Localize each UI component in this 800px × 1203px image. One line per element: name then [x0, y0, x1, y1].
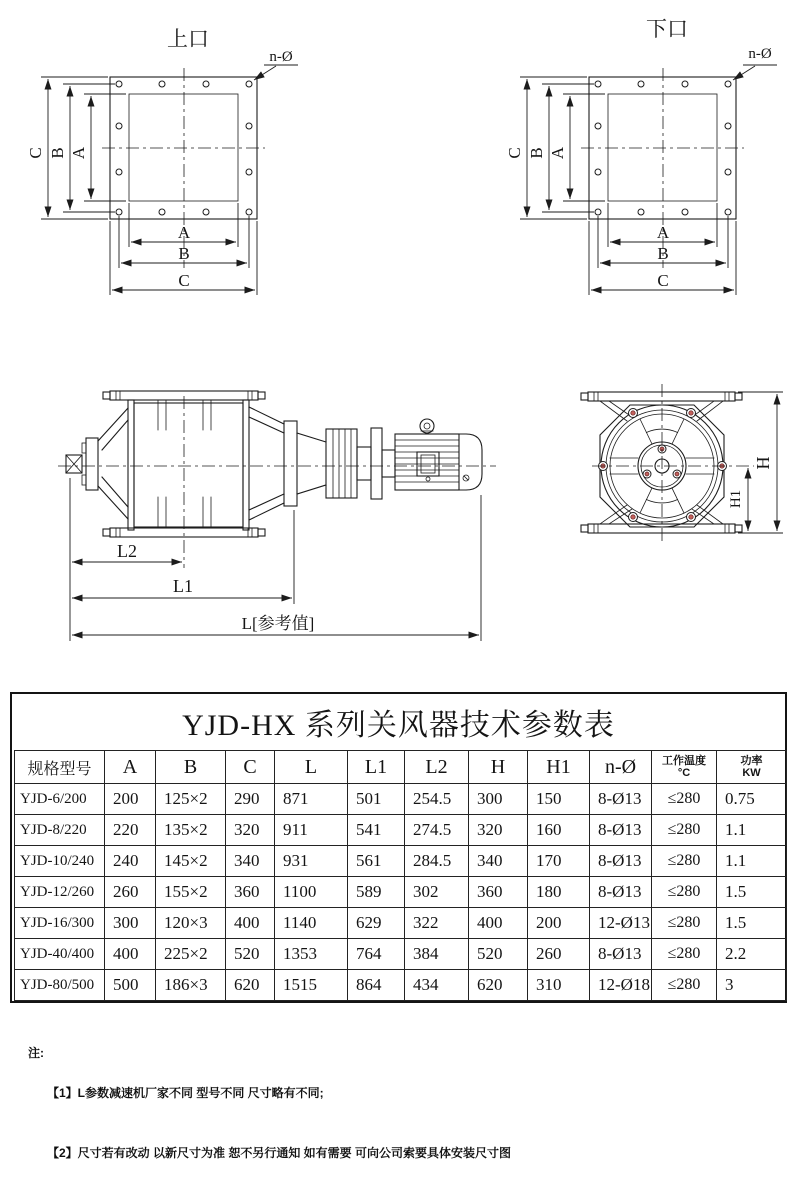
table-row [15, 815, 787, 846]
table-cell: 200 [528, 908, 590, 939]
table-cell: 1.1 [717, 846, 787, 877]
table-cell: 0.75 [717, 784, 787, 815]
note-line: 【2】尺寸若有改动 以新尺寸为准 恕不另行通知 如有需要 可向公司索要具体安装尺寸图 [47, 1146, 512, 1160]
table-cell: 155×2 [156, 877, 226, 908]
table-cell: 400 [226, 908, 275, 939]
col-header-c: C [226, 751, 275, 784]
table-cell: 290 [226, 784, 275, 815]
table-cell: 170 [528, 846, 590, 877]
table-cell: 310 [528, 970, 590, 1001]
table-cell: 520 [226, 939, 275, 970]
motor [395, 419, 482, 490]
table-cell: 434 [405, 970, 469, 1001]
table-title: YJD-HX 系列关风器技术参数表 [182, 709, 615, 742]
col-header-h: H [469, 751, 528, 784]
table-cell: 400 [105, 939, 156, 970]
table-cell: 225×2 [156, 939, 226, 970]
col-header-l: L [275, 751, 348, 784]
table-cell: 629 [348, 908, 405, 939]
spec-table-frame [10, 692, 787, 1003]
table-cell: 911 [275, 815, 348, 846]
lower-dim-label-b-bottom: B [657, 244, 669, 263]
col-header-h1: H1 [528, 751, 590, 784]
upper-dim-label-a: A [69, 146, 88, 160]
table-cell: 589 [348, 877, 405, 908]
table-cell: 120×3 [156, 908, 226, 939]
col-header-l2: L2 [405, 751, 469, 784]
table-cell: 340 [469, 846, 528, 877]
col-header-model: 规格型号 [15, 751, 105, 784]
table-cell: 3 [717, 970, 787, 1001]
table-cell: 300 [105, 908, 156, 939]
table-cell: 8-Ø13 [590, 815, 652, 846]
table-cell: 1.5 [717, 877, 787, 908]
table-row [15, 970, 787, 1001]
table-cell: 400 [469, 908, 528, 939]
upper-dim-label-b-bottom: B [178, 244, 190, 263]
upper-hole-callout: n-Ø [269, 49, 293, 65]
table-cell: ≤280 [652, 846, 717, 877]
lower-dim-label-a-bottom: A [656, 223, 670, 242]
table-cell: 302 [405, 877, 469, 908]
table-row [15, 908, 787, 939]
col-header-power: 功率 KW [717, 751, 787, 784]
table-cell: YJD-80/500 [15, 970, 105, 1001]
col-header-n-holes: n-Ø [590, 751, 652, 784]
end-view [581, 384, 783, 541]
table-cell: 200 [105, 784, 156, 815]
table-cell: 8-Ø13 [590, 784, 652, 815]
spec-table [14, 750, 787, 1001]
table-cell: 322 [405, 908, 469, 939]
table-cell: 541 [348, 815, 405, 846]
table-cell: 284.5 [405, 846, 469, 877]
table-cell: ≤280 [652, 970, 717, 1001]
dim-label-l2: L2 [117, 541, 137, 561]
col-header-l1: L1 [348, 751, 405, 784]
table-cell: YJD-12/260 [15, 877, 105, 908]
table-cell: YJD-16/300 [15, 908, 105, 939]
table-row [15, 784, 787, 815]
lower-dim-label-b: B [527, 147, 546, 159]
table-cell: 620 [226, 970, 275, 1001]
table-cell: 254.5 [405, 784, 469, 815]
table-cell: 274.5 [405, 815, 469, 846]
col-header-a: A [105, 751, 156, 784]
table-cell: 501 [348, 784, 405, 815]
table-row [15, 939, 787, 970]
table-cell: 240 [105, 846, 156, 877]
table-cell: 620 [469, 970, 528, 1001]
lower-dim-label-c: C [505, 147, 524, 159]
table-cell: 1.5 [717, 908, 787, 939]
table-cell: ≤280 [652, 908, 717, 939]
notes [28, 1043, 511, 1203]
table-cell: 260 [105, 877, 156, 908]
dim-label-h: H [753, 456, 773, 470]
table-cell: 340 [226, 846, 275, 877]
table-cell: 260 [528, 939, 590, 970]
table-cell: 12-Ø18 [590, 970, 652, 1001]
lower-port-flange-view [505, 17, 777, 295]
table-cell: YJD-8/220 [15, 815, 105, 846]
table-cell: 1.1 [717, 815, 787, 846]
table-cell: 520 [469, 939, 528, 970]
table-cell: 864 [348, 970, 405, 1001]
col-header-b: B [156, 751, 226, 784]
table-cell: 135×2 [156, 815, 226, 846]
side-elevation-view [58, 391, 496, 641]
table-cell: 1140 [275, 908, 348, 939]
col-header-temperature: 工作温度 °C [652, 751, 717, 784]
table-cell: 360 [469, 877, 528, 908]
table-cell: 220 [105, 815, 156, 846]
upper-dim-label-b: B [48, 147, 67, 159]
table-cell: 160 [528, 815, 590, 846]
table-cell: YJD-40/400 [15, 939, 105, 970]
table-cell: 300 [469, 784, 528, 815]
table-cell: 931 [275, 846, 348, 877]
table-cell: 1353 [275, 939, 348, 970]
table-cell: ≤280 [652, 815, 717, 846]
table-cell: 320 [469, 815, 528, 846]
table-cell: 2.2 [717, 939, 787, 970]
note-line: 【1】L参数减速机厂家不同 型号不同 尺寸略有不同; [47, 1086, 324, 1100]
table-cell: 150 [528, 784, 590, 815]
table-cell: 145×2 [156, 846, 226, 877]
table-cell: ≤280 [652, 939, 717, 970]
table-cell: 8-Ø13 [590, 939, 652, 970]
dim-label-l-reference: L[参考值] [241, 614, 315, 633]
notes-prefix: 注: [28, 1046, 44, 1060]
table-cell: YJD-6/200 [15, 784, 105, 815]
lower-hole-callout: n-Ø [748, 46, 772, 62]
table-cell: 500 [105, 970, 156, 1001]
upper-dim-label-a-bottom: A [177, 223, 191, 242]
table-cell: 320 [226, 815, 275, 846]
table-cell: 871 [275, 784, 348, 815]
table-row [15, 846, 787, 877]
table-cell: 561 [348, 846, 405, 877]
upper-port-flange-view [26, 27, 298, 295]
table-cell: 186×3 [156, 970, 226, 1001]
upper-dim-label-c-bottom: C [178, 271, 190, 290]
table-cell: 8-Ø13 [590, 846, 652, 877]
table-cell: 8-Ø13 [590, 877, 652, 908]
lower-port-title: 下口 [646, 17, 688, 41]
table-cell: 360 [226, 877, 275, 908]
table-cell: 384 [405, 939, 469, 970]
lower-dim-label-a: A [548, 146, 567, 160]
table-cell: 1100 [275, 877, 348, 908]
table-cell: YJD-10/240 [15, 846, 105, 877]
upper-port-title: 上口 [167, 27, 209, 51]
upper-dim-label-c: C [26, 147, 45, 159]
table-cell: 12-Ø13 [590, 908, 652, 939]
header-row [15, 751, 787, 784]
table-cell: ≤280 [652, 877, 717, 908]
dim-label-l1: L1 [173, 576, 193, 596]
table-cell: ≤280 [652, 784, 717, 815]
table-cell: 764 [348, 939, 405, 970]
table-cell: 180 [528, 877, 590, 908]
dim-label-h1: H1 [728, 489, 744, 509]
table-cell: 1515 [275, 970, 348, 1001]
lower-dim-label-c-bottom: C [657, 271, 669, 290]
table-row [15, 877, 787, 908]
table-cell: 125×2 [156, 784, 226, 815]
